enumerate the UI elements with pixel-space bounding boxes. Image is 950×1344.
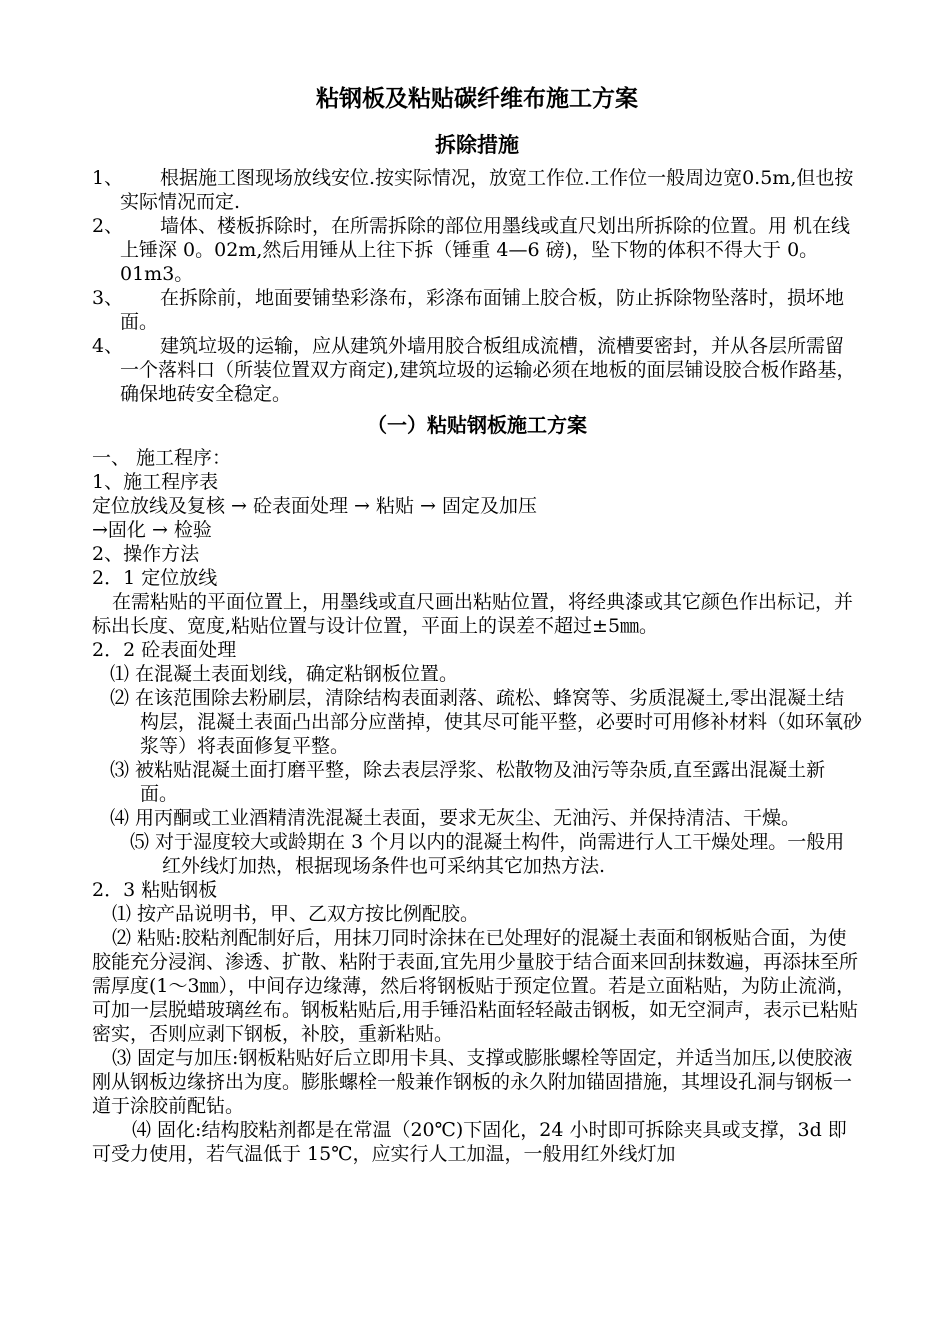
flow-line-2: →固化 → 检验 <box>92 519 212 541</box>
item-number: 3、 <box>92 287 124 309</box>
section-2-3-heading: 2．3 粘贴钢板 <box>92 879 218 901</box>
item-number: 4、 <box>92 335 124 357</box>
list-item <box>92 166 862 214</box>
steel-plate-heading: （一）粘贴钢板施工方案 <box>367 413 587 437</box>
list-item: ⑶ 固定与加压:钢板粘贴好后立即用卡具、支撑或膨胀螺栓等固定，并适当加压,以使胶液刚从钢板边缘挤出为度。膨胀螺栓一般兼作钢板的永久附加锚固措施，其埋设孔洞与钢板一道于涂胶前配钻。 <box>92 1047 853 1117</box>
section-2-2-heading: 2．2 砼表面处理 <box>92 639 237 661</box>
item-text: 墙体、楼板拆除时，在所需拆除的部位用墨线或直尺划出所拆除的位置。用 机在线上锤深 0。02m,然后用锤从上往下拆（锤重 4—6 磅)，坠下物的体积不得大于 0。01m3。 <box>120 215 851 285</box>
section-2-1-text: 在需粘贴的平面位置上，用墨线或直尺画出粘贴位置，将经典漆或其它颜色作出标记，并标出长度、宽度,粘贴位置与设计位置，平面上的误差不超过±5㎜。 <box>92 591 854 637</box>
program-table-heading: 1、施工程序表 <box>92 471 219 493</box>
list-item <box>92 286 862 334</box>
list-item: ⑸ 对于湿度较大或龄期在 3 个月以内的混凝土构件，尚需进行人工干燥处理。一般用红外线灯加热，根据现场条件也可采纳其它加热方法. <box>130 831 845 877</box>
demolition-heading: 拆除措施 <box>435 132 519 157</box>
list-item: ⑶ 被粘贴混凝土面打磨平整，除去表层浮浆、松散物及油污等杂质,直至露出混凝土新面。 <box>110 759 826 805</box>
method-heading: 2、操作方法 <box>92 543 200 565</box>
list-item: ⑵ 在该范围除去粉刷层，清除结构表面剥落、疏松、蜂窝等、劣质混凝土,零出混凝土结构层，混凝土表面凸出部分应凿掉，使其尽可能平整，必要时可用修补材料（如环氧砂浆等）将表面修复平整。 <box>110 687 863 757</box>
item-number: 2、 <box>92 215 124 237</box>
list-item: ⑵ 粘贴:胶粘剂配制好后，用抹刀同时涂抹在已处理好的混凝土表面和钢板贴合面，为使胶能充分浸润、渗透、扩散、粘附于表面,宜先用少量胶于结合面来回刮抹数遍，再添抹至所需厚度(1～3㎜），中间存边缘薄，然后将钢板贴于预定位置。若是立面粘贴，为防止流淌，可加一层脱蜡玻璃丝布。钢板粘贴后,用手锤沿粘面轻轻敲击钢板，如无空洞声，表示已粘贴密实，否则应剥下钢板，补胶，重新粘贴。 <box>92 927 859 1045</box>
list-item: ⑴ 在混凝土表面划线，确定粘钢板位置。 <box>110 663 459 685</box>
item-number: 1、 <box>92 167 124 189</box>
item-text: 在拆除前，地面要铺垫彩涤布，彩涤布面铺上胶合板，防止拆除物坠落时，损坏地面。 <box>120 287 845 333</box>
section-2-1-heading: 2．1 定位放线 <box>92 567 218 589</box>
item-text: 建筑垃圾的运输，应从建筑外墙用胶合板组成流槽，流槽要密封，并从各层所需留一个落料口（所装位置双方商定),建筑垃圾的运输必须在地板的面层铺设胶合板作路基，确保地砖安全稳定。 <box>120 335 856 405</box>
list-item: ⑷ 固化:结构胶粘剂都是在常温（20℃)下固化，24 小时即可拆除夹具或支撑，3d 即可受力使用，若气温低于 15℃，应实行人工加温，一般用红外线灯加 <box>92 1119 847 1165</box>
flow-line-1: 定位放线及复核 → 砼表面处理 → 粘贴 → 固定及加压 <box>92 495 537 517</box>
list-item: ⑴ 按产品说明书，甲、乙双方按比例配胶。 <box>112 903 480 925</box>
list-item <box>92 214 862 286</box>
list-item <box>92 334 862 406</box>
document-title: 粘钢板及粘贴碳纤维布施工方案 <box>316 85 638 112</box>
item-text: 根据施工图现场放线安位.按实际情况，放宽工作位.工作位一般周边宽0.5m,但也按实际情况而定. <box>120 167 854 213</box>
program-heading: 一、 施工程序： <box>92 447 232 469</box>
list-item: ⑷ 用丙酮或工业酒精清洗混凝土表面，要求无灰尘、无油污、并保持清洁、干燥。 <box>110 807 801 829</box>
